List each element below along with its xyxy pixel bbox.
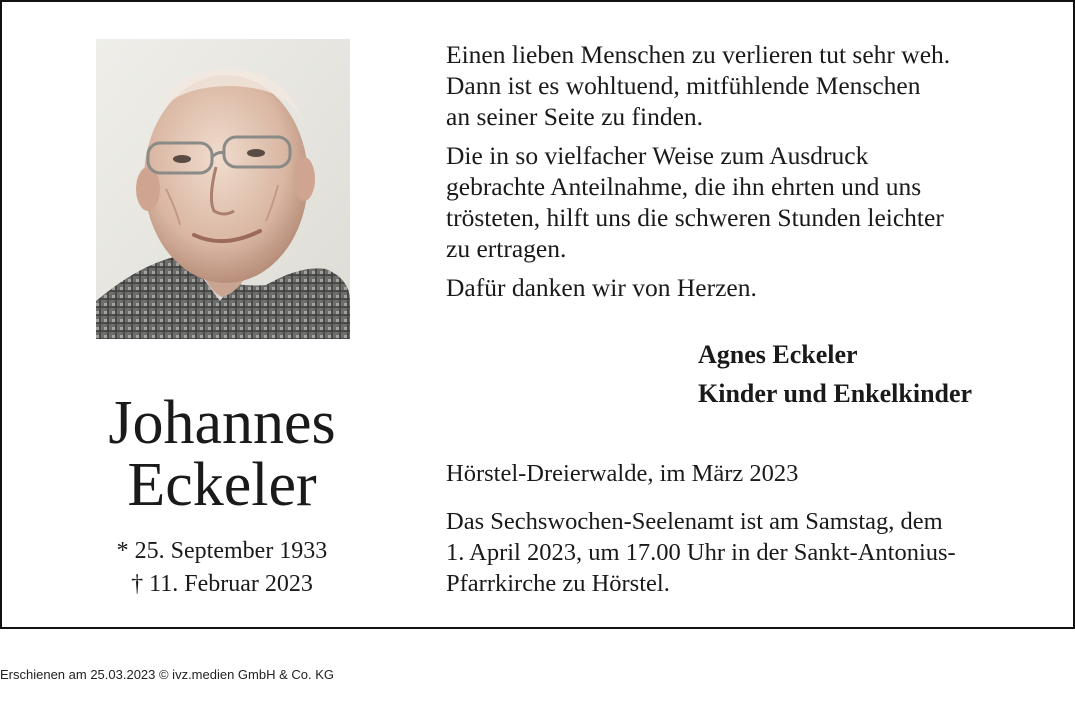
text-line: Dann ist es wohltuend, mitfühlende Menschen: [446, 71, 921, 100]
text-line: Einen lieben Menschen zu verlieren tut sehr weh.: [446, 40, 951, 69]
text-line: Das Sechswochen-Seelenamt ist am Samstag, dem: [446, 508, 943, 535]
signer-family: Kinder und Enkelkinder: [698, 379, 973, 408]
condolence-paragraph: [446, 39, 1056, 132]
text-line: gebrachte Anteilnahme, die ihn ehrten und uns: [446, 172, 922, 201]
text-line: zu ertragen.: [446, 234, 567, 263]
publication-footer: Erschienen am 25.03.2023 © ivz.medien GmbH & Co. KG: [0, 667, 335, 682]
mass-notice: [446, 506, 1056, 599]
signers: [698, 335, 972, 413]
deceased-first-name: Johannes: [108, 389, 336, 457]
deceased-name: [62, 389, 382, 519]
gratitude-paragraph: [446, 140, 1056, 264]
birth-date: * 25. September 1933: [116, 538, 328, 564]
death-date: † 11. Februar 2023: [131, 571, 313, 597]
text-line: 1. April 2023, um 17.00 Uhr in der Sankt-Antonius-: [446, 539, 956, 566]
life-dates: [62, 535, 382, 601]
text-line: trösteten, hilft uns die schweren Stunden leichter: [446, 203, 944, 232]
text-line: an seiner Seite zu finden.: [446, 102, 704, 131]
text-line: Die in so vielfacher Weise zum Ausdruck: [446, 141, 869, 170]
deceased-last-name: Eckeler: [127, 451, 317, 519]
text-line: Pfarrkirche zu Hörstel.: [446, 570, 670, 597]
place-date: [446, 458, 1056, 489]
portrait-photo: [96, 39, 350, 339]
signer-name: Agnes Eckeler: [698, 340, 858, 369]
text-line: Hörstel-Dreierwalde, im März 2023: [446, 460, 799, 487]
text-line: Dafür danken wir von Herzen.: [446, 273, 757, 302]
thanks-line: [446, 272, 1056, 303]
